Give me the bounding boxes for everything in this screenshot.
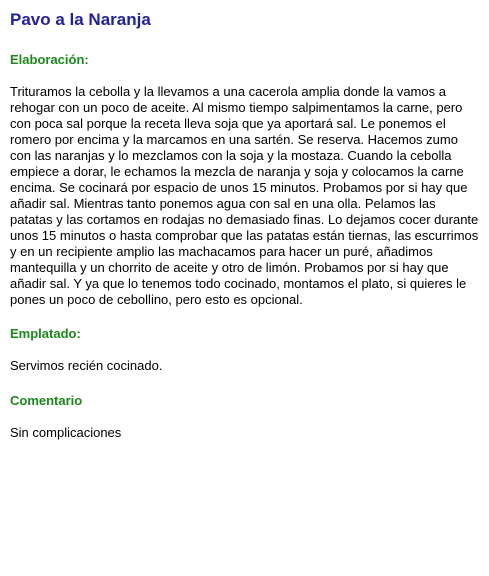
elaboracion-heading: Elaboración:	[10, 52, 89, 67]
emplatado-text: Servimos recién cocinado.	[10, 358, 163, 373]
emplatado-heading: Emplatado:	[10, 326, 81, 341]
recipe-title: Pavo a la Naranja	[10, 10, 151, 29]
elaboracion-text: Trituramos la cebolla y la llevamos a una cacerola amplia donde la vamos a rehogar con un poco de aceite. Al mismo tiempo salpimentamos la carne, pero con poca sal porque la receta lleva soja que ya aportará sal. Le ponemos el romero por encima y la marcamos en una sartén. Se reserva. Hacemos zumo con las naranjas y lo mezclamos con la soja y la mostaza. Cuando la cebolla empiece a dorar, le echamos la mezcla de naranja y soja y colocamos la carne encima. Se cocinará por espacio de unos 15 minutos. Probamos por si hay que añadir sal. Mientras tanto ponemos agua con sal en una olla. Pelamos las patatas y las cortamos en rodajas no demasiado finas. Lo dejamos cocer durante unos 15 minutos o hasta comprobar que las patatas están tiernas, las escurrimos y en un recipiente amplio las machacamos para hacer un puré, añadimos mantequilla y un chorrito de aceite y otro de limón. Probamos por si hay que añadir sal. Y ya que lo tenemos todo cocinado, montamos el plato, si quieres le pones un poco de cebollino, pero esto es opcional.	[10, 84, 479, 307]
comentario-heading: Comentario	[10, 393, 83, 408]
comentario-text: Sin complicaciones	[10, 425, 122, 440]
